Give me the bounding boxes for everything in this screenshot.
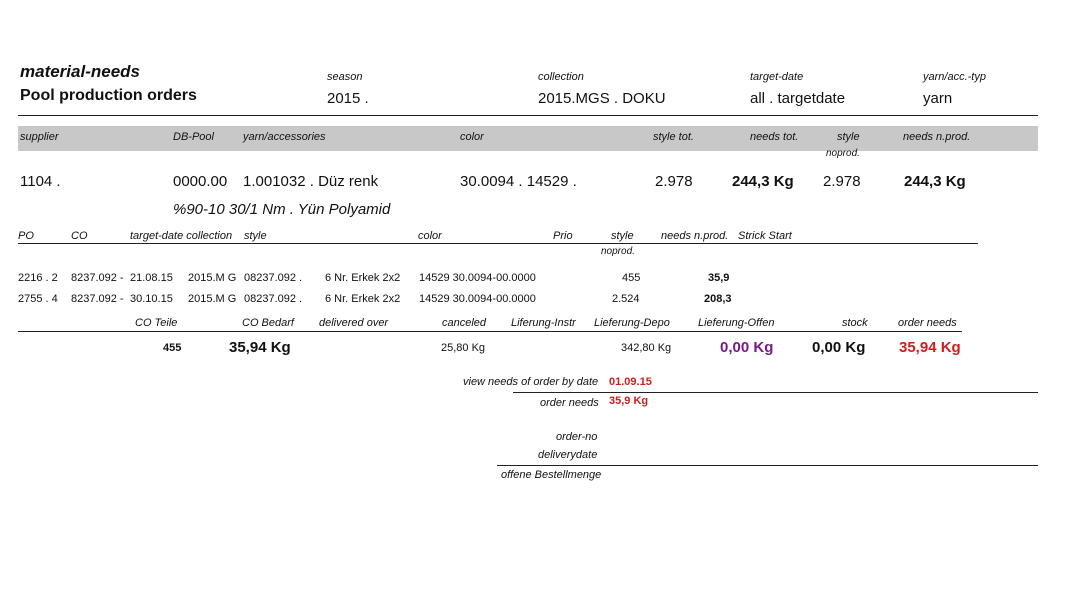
row-collection: 2015.M G	[188, 272, 237, 284]
report-title: material-needs	[20, 62, 140, 81]
row-co: 8237.092 -	[71, 272, 124, 284]
po-col-style-qty: style	[611, 230, 634, 242]
row-style: 08237.092 .	[244, 293, 303, 305]
col-yarn-accessories: yarn/accessories	[243, 131, 326, 143]
yarn-type-value: yarn	[923, 90, 953, 107]
supplier-header-band	[18, 126, 1038, 151]
sum-col-lief-depo: Lieferung-Depo	[594, 317, 670, 329]
sum-col-co-teile: CO Teile	[135, 317, 178, 329]
delivery-divider	[497, 465, 1038, 466]
collection-label: collection	[538, 71, 584, 83]
row-po: 2755 . 4	[18, 293, 58, 305]
target-date-label: target-date	[750, 71, 804, 83]
row-style-qty: 455	[622, 272, 641, 284]
order-needs-label: order needs	[540, 397, 599, 409]
delivery-date-label: deliverydate	[538, 449, 598, 461]
row-date: 30.10.15	[130, 293, 173, 305]
col-db-pool: DB-Pool	[173, 131, 214, 143]
sum-stock: 0,00 Kg	[812, 339, 866, 356]
row-color: 14529 30.0094-00.0000	[419, 272, 536, 284]
order-no-label: order-no	[556, 431, 598, 443]
summary-divider	[18, 331, 962, 332]
col-needs-nprod: needs n.prod.	[903, 131, 971, 143]
yarn-type-label: yarn/acc.-typ	[923, 71, 986, 83]
sum-lief-depo: 342,80 Kg	[621, 342, 672, 354]
sum-col-delivered-over: delivered over	[319, 317, 389, 329]
row-po: 2216 . 2	[18, 272, 58, 284]
db-pool-value: 0000.00	[173, 173, 228, 190]
header-divider	[18, 115, 1038, 116]
po-col-po: PO	[18, 230, 34, 242]
row-style-name: 6 Nr. Erkek 2x2	[325, 293, 401, 305]
supplier-value: 1104 .	[20, 173, 61, 190]
report-subtitle: Pool production orders	[20, 87, 197, 104]
row-style: 08237.092 .	[244, 272, 303, 284]
col-style-tot: style tot.	[653, 131, 694, 143]
sum-col-canceled: canceled	[442, 317, 487, 329]
row-style-name: 6 Nr. Erkek 2x2	[325, 272, 401, 284]
po-col-co: CO	[71, 230, 88, 242]
sum-order-needs: 35,94 Kg	[899, 339, 961, 356]
view-needs-divider	[513, 392, 1038, 393]
yarn-value: 1.001032 . Düz renk	[243, 173, 379, 190]
col-noprod: noprod.	[826, 148, 860, 159]
row-co: 8237.092 -	[71, 293, 124, 305]
po-col-color: color	[418, 230, 442, 242]
col-supplier: supplier	[20, 131, 59, 143]
col-needs-tot: needs tot.	[750, 131, 799, 143]
po-col-needs-nprod: needs n.prod.	[661, 230, 729, 242]
yarn-composition: %90-10 30/1 Nm . Yün Polyamid	[173, 201, 391, 218]
po-col-strick-start: Strick Start	[738, 230, 792, 242]
row-needs: 208,3	[704, 293, 732, 305]
season-label: season	[327, 71, 363, 83]
po-col-prio: Prio	[553, 230, 573, 242]
sum-col-co-bedarf: CO Bedarf	[242, 317, 294, 329]
target-date-value: all . targetdate	[750, 90, 846, 107]
po-col-noprod: noprod.	[601, 246, 635, 257]
offene-bestellmenge-label: offene Bestellmenge	[501, 469, 602, 481]
row-collection: 2015.M G	[188, 293, 237, 305]
po-header-divider	[18, 243, 978, 244]
sum-co-bedarf: 35,94 Kg	[229, 339, 291, 356]
order-needs-value: 35,9 Kg	[609, 395, 649, 407]
season-value: 2015 .	[327, 90, 369, 107]
needs-nprod-value: 244,3 Kg	[904, 173, 966, 190]
col-style: style	[837, 131, 860, 143]
po-col-style: style	[244, 230, 267, 242]
sum-canceled: 25,80 Kg	[441, 342, 486, 354]
style-tot-value: 2.978	[655, 173, 693, 190]
row-needs: 35,9	[708, 272, 730, 284]
sum-col-order-needs: order needs	[898, 317, 957, 329]
view-needs-date: 01.09.15	[609, 376, 652, 388]
sum-col-lief-offen: Lieferung-Offen	[698, 317, 775, 329]
col-color: color	[460, 131, 484, 143]
view-needs-label: view needs of order by date	[463, 376, 599, 388]
row-color: 14529 30.0094-00.0000	[419, 293, 536, 305]
row-date: 21.08.15	[130, 272, 173, 284]
sum-lief-offen: 0,00 Kg	[720, 339, 774, 356]
color-value: 30.0094 . 14529 .	[460, 173, 577, 190]
style-noprod-value: 2.978	[823, 173, 861, 190]
po-col-target-collection: target-date collection	[130, 230, 233, 242]
sum-col-lief-instr: Liferung-Instr	[511, 317, 576, 329]
sum-col-stock: stock	[842, 317, 868, 329]
row-style-qty: 2.524	[612, 293, 640, 305]
sum-co-teile: 455	[163, 342, 182, 354]
needs-tot-value: 244,3 Kg	[732, 173, 794, 190]
collection-value: 2015.MGS . DOKU	[538, 90, 666, 107]
